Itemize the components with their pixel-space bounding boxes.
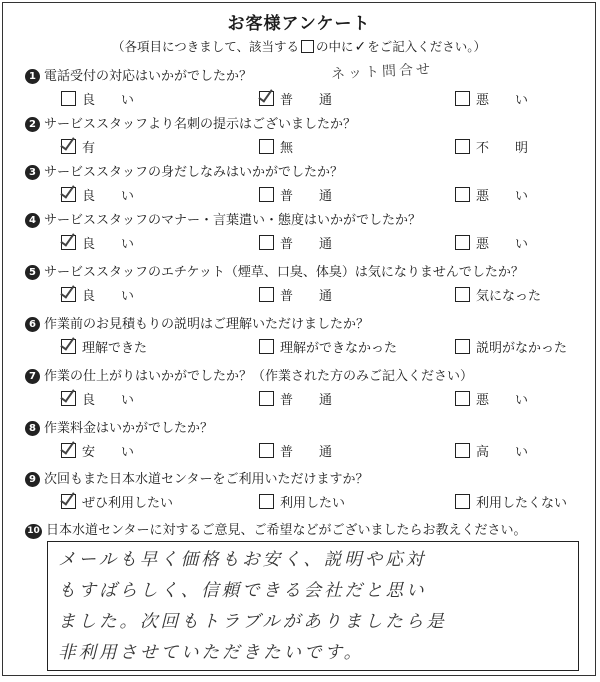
- checkbox-icon[interactable]: [259, 391, 274, 406]
- option-label: 普 通: [280, 445, 333, 460]
- option-label: 気になった: [476, 289, 542, 304]
- question-text: [25, 161, 343, 180]
- question-number-badge: 6: [25, 317, 40, 332]
- question-number-badge: 1: [25, 69, 40, 84]
- option-7-3[interactable]: [455, 389, 528, 408]
- option-9-2[interactable]: [259, 492, 345, 511]
- survey-title: お客様アンケート: [227, 14, 371, 34]
- option-label: 普 通: [280, 93, 333, 108]
- option-label: 利用したい: [280, 496, 346, 511]
- question-text: [25, 261, 524, 280]
- option-2-2[interactable]: [259, 137, 293, 156]
- checkbox-icon[interactable]: [455, 287, 470, 302]
- question-label: サービススタッフより名刺の提示はございましたか？: [44, 117, 357, 132]
- survey-instructions: [3, 37, 595, 55]
- checkbox-icon[interactable]: [455, 339, 470, 354]
- option-label: 理解できた: [82, 341, 148, 356]
- question-text: [25, 417, 213, 436]
- checked-checkbox-icon[interactable]: [61, 235, 76, 250]
- option-5-3[interactable]: [455, 285, 541, 304]
- option-1-1[interactable]: [61, 89, 134, 108]
- checkbox-icon[interactable]: [259, 139, 274, 154]
- instruction-text-after: をご記入ください。）: [367, 39, 487, 54]
- instruction-text-middle: の中に: [316, 39, 354, 54]
- checked-checkbox-icon[interactable]: [61, 391, 76, 406]
- option-label: 普 通: [280, 289, 333, 304]
- question-text: [25, 365, 473, 384]
- option-9-3[interactable]: [455, 492, 567, 511]
- checkbox-icon[interactable]: [455, 494, 470, 509]
- checked-checkbox-icon[interactable]: [61, 443, 76, 458]
- checkbox-icon[interactable]: [259, 187, 274, 202]
- question-text: [25, 519, 526, 539]
- option-label: 悪 い: [476, 189, 529, 204]
- option-label: 普 通: [280, 189, 333, 204]
- question-label: 電話受付の対応はいかがでしたか？: [44, 69, 253, 84]
- checkbox-icon[interactable]: [259, 287, 274, 302]
- question-label: 作業料金はいかがでしたか？: [44, 421, 214, 436]
- question-label: 作業前のお見積もりの説明はご理解いただけましたか？: [44, 317, 370, 332]
- question-text: [25, 113, 356, 132]
- option-label: 普 通: [280, 393, 333, 408]
- option-1-2[interactable]: [259, 89, 332, 108]
- option-7-1[interactable]: [61, 389, 134, 408]
- checkbox-icon[interactable]: [455, 187, 470, 202]
- question-label: サービススタッフのエチケット（煙草、口臭、体臭）は気になりませんでしたか？: [44, 265, 524, 280]
- question-label: サービススタッフのマナー・言葉遣い・態度はいかがでしたか？: [44, 213, 422, 228]
- comment-line: もすばらしく、信頼できる会社だと思い: [58, 581, 427, 601]
- option-6-3[interactable]: [455, 337, 567, 356]
- checkbox-sample-icon: [301, 40, 314, 53]
- checked-checkbox-icon[interactable]: [61, 339, 76, 354]
- question-number-badge: 3: [25, 165, 40, 180]
- option-3-1[interactable]: [61, 185, 134, 204]
- option-label: 良 い: [82, 189, 135, 204]
- question-text: [25, 209, 421, 228]
- checkbox-icon[interactable]: [259, 339, 274, 354]
- option-label: 良 い: [82, 93, 135, 108]
- option-label: 説明がなかった: [476, 341, 568, 356]
- checked-checkbox-icon[interactable]: [61, 187, 76, 202]
- option-label: 悪 い: [476, 93, 529, 108]
- checkbox-icon[interactable]: [455, 91, 470, 106]
- option-label: 無: [280, 141, 294, 156]
- option-4-2[interactable]: [259, 233, 332, 252]
- instruction-text-before: （各項目につきまして、該当する: [111, 39, 299, 54]
- option-label: ぜひ利用したい: [82, 496, 174, 511]
- question-number-badge: 5: [25, 265, 40, 280]
- option-1-3[interactable]: [455, 89, 528, 108]
- option-6-1[interactable]: [61, 337, 147, 356]
- checkbox-icon[interactable]: [455, 391, 470, 406]
- option-8-1[interactable]: [61, 441, 134, 460]
- option-8-3[interactable]: [455, 441, 528, 460]
- option-label: 普 通: [280, 237, 333, 252]
- checked-checkbox-icon[interactable]: [61, 287, 76, 302]
- question-label: 日本水道センターに対するご意見、ご希望などがございましたらお教えください。: [46, 523, 527, 538]
- checkbox-icon[interactable]: [259, 443, 274, 458]
- option-label: 良 い: [82, 237, 135, 252]
- option-8-2[interactable]: [259, 441, 332, 460]
- handwritten-note: ネット問合せ: [330, 61, 434, 83]
- option-5-2[interactable]: [259, 285, 332, 304]
- question-number-badge: 9: [25, 472, 40, 487]
- survey-sheet: [2, 2, 596, 676]
- question-number-badge: 4: [25, 213, 40, 228]
- checkbox-icon[interactable]: [455, 235, 470, 250]
- option-7-2[interactable]: [259, 389, 332, 408]
- checkbox-icon[interactable]: [259, 494, 274, 509]
- checkbox-icon[interactable]: [259, 235, 274, 250]
- option-label: 悪 い: [476, 237, 529, 252]
- question-number-badge: 2: [25, 117, 40, 132]
- question-number-badge: 7: [25, 369, 40, 384]
- question-text: [25, 65, 252, 84]
- checked-checkbox-icon[interactable]: [61, 494, 76, 509]
- checkmark-icon: ✓: [354, 39, 367, 55]
- question-label: 作業の仕上がりはいかがでしたか？（作業された方のみご記入ください）: [44, 369, 474, 384]
- comment-box[interactable]: [47, 541, 579, 671]
- question-number-badge: 8: [25, 421, 40, 436]
- option-label: 悪 い: [476, 393, 529, 408]
- comment-line: ました。次回もトラブルがありましたら是: [58, 612, 447, 632]
- question-text: [25, 313, 369, 332]
- comment-line: 非利用させていただきたいです。: [58, 643, 365, 663]
- option-label: 良 い: [82, 393, 135, 408]
- option-3-3[interactable]: [455, 185, 528, 204]
- option-label: 安 い: [82, 445, 135, 460]
- option-label: 不 明: [476, 141, 529, 156]
- option-label: 高 い: [476, 445, 529, 460]
- checkbox-icon[interactable]: [61, 91, 76, 106]
- option-6-2[interactable]: [259, 337, 397, 356]
- option-5-1[interactable]: [61, 285, 134, 304]
- question-label: 次回もまた日本水道センターをご利用いただけますか？: [44, 472, 369, 487]
- option-label: 利用したくない: [476, 496, 568, 511]
- option-4-3[interactable]: [455, 233, 528, 252]
- comment-line: メールも早く価格もお安く、説明や応対: [58, 550, 427, 570]
- option-2-1[interactable]: [61, 137, 95, 156]
- option-3-2[interactable]: [259, 185, 332, 204]
- option-9-1[interactable]: [61, 492, 173, 511]
- checkbox-icon[interactable]: [455, 139, 470, 154]
- option-4-1[interactable]: [61, 233, 134, 252]
- option-label: 理解ができなかった: [280, 341, 398, 356]
- option-2-3[interactable]: [455, 137, 528, 156]
- checked-checkbox-icon[interactable]: [61, 139, 76, 154]
- checked-checkbox-icon[interactable]: [259, 91, 274, 106]
- question-label: サービススタッフの身だしなみはいかがでしたか？: [44, 165, 344, 180]
- option-label: 良 い: [82, 289, 135, 304]
- option-label: 有: [82, 141, 96, 156]
- checkbox-icon[interactable]: [455, 443, 470, 458]
- question-text: [25, 468, 368, 487]
- question-number-badge: 10: [25, 524, 42, 539]
